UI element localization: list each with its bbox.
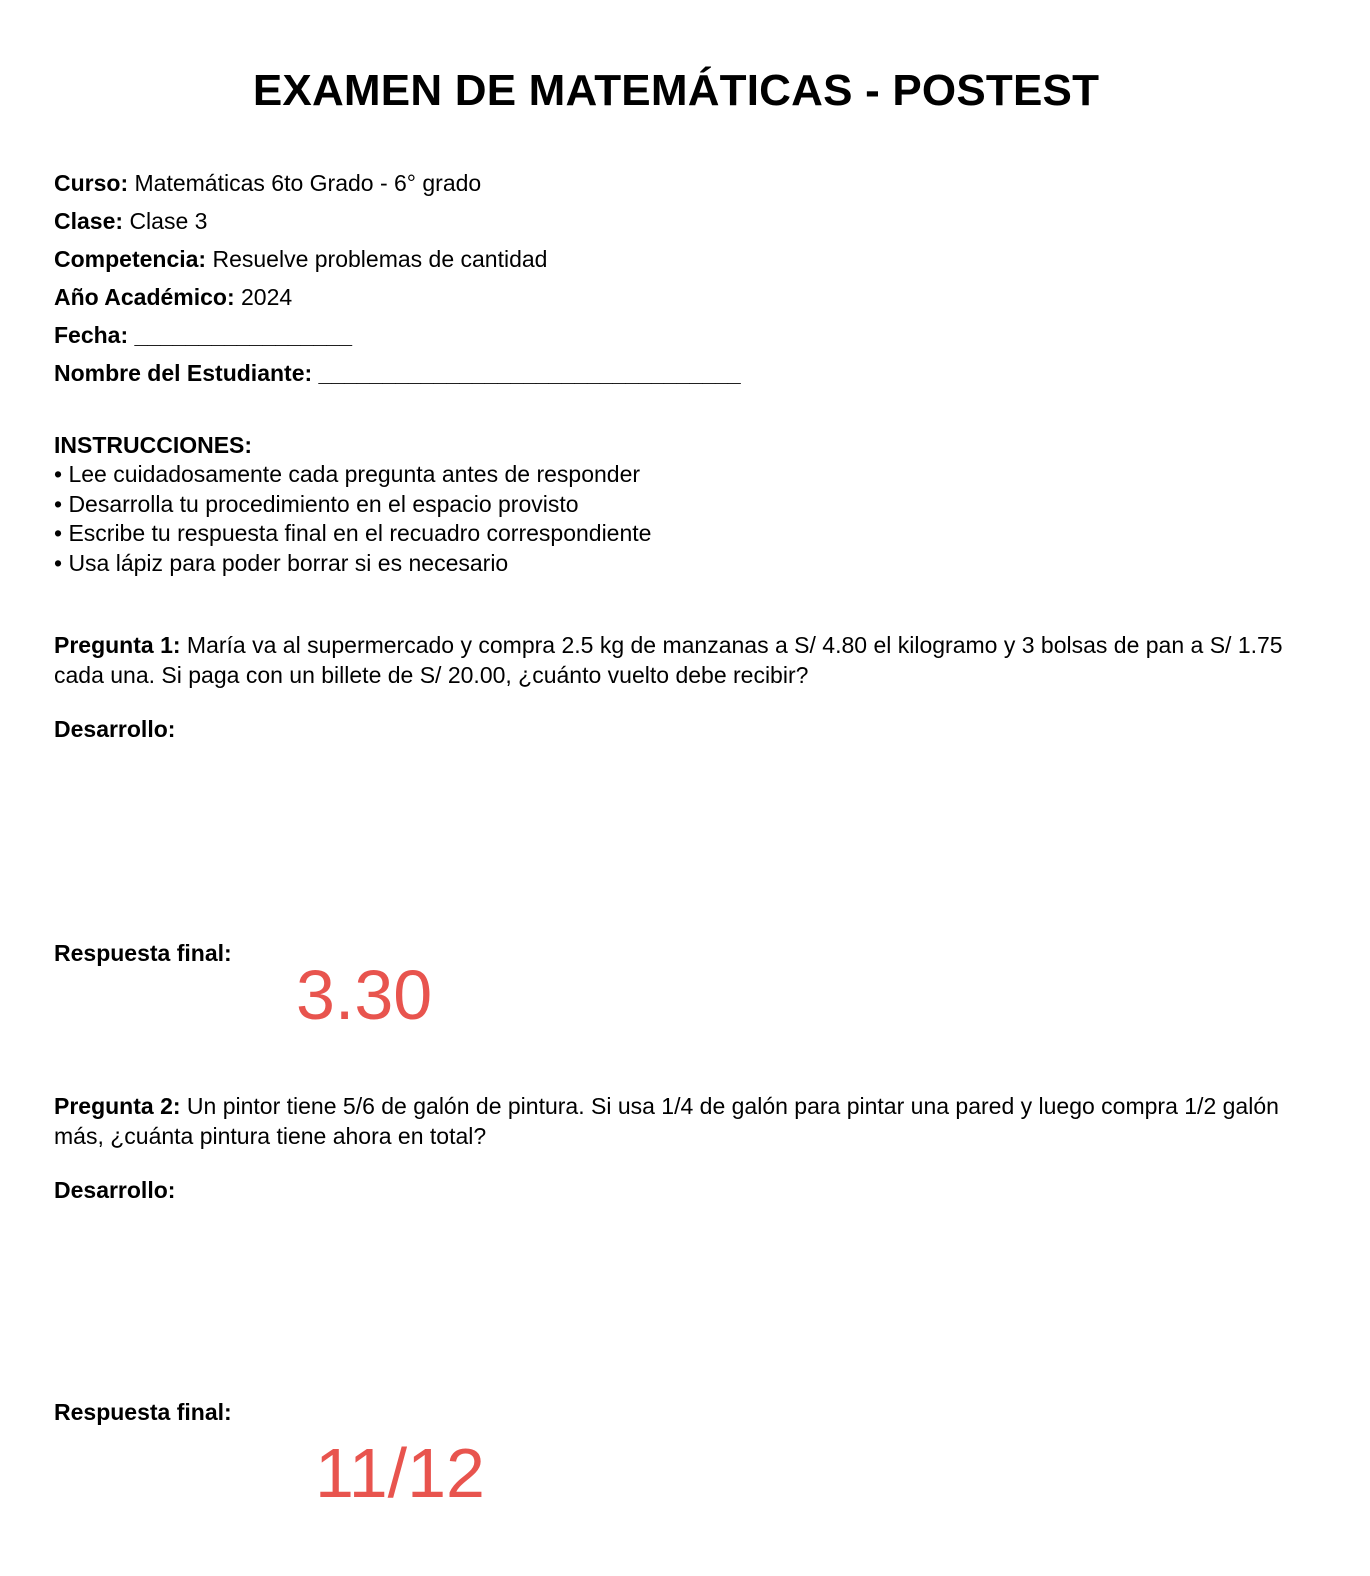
exam-info bbox=[54, 168, 741, 396]
date-row bbox=[54, 320, 741, 358]
question-1-development-label: Desarrollo: bbox=[54, 716, 176, 742]
date-blank: _________________ bbox=[134, 322, 352, 348]
year-value: 2024 bbox=[241, 284, 293, 310]
instruction-item: • Escribe tu respuesta final en el recuadro correspondiente bbox=[54, 520, 652, 546]
course-label: Curso: bbox=[54, 170, 129, 196]
exam-title: EXAMEN DE MATEMÁTICAS - POSTEST bbox=[252, 66, 1100, 115]
question-1-text: María va al supermercado y compra 2.5 kg de manzanas a S/ 4.80 el kilogramo y 3 bolsas de pan a S/ 1.75 cada una. Si paga con un billete de S/ 20.00, ¿cuánto vuelto debe recibir? bbox=[54, 632, 1283, 688]
year-row bbox=[54, 282, 741, 320]
question-1 bbox=[54, 630, 1316, 690]
question-2-label: Pregunta 2: bbox=[54, 1093, 181, 1119]
class-label: Clase: bbox=[54, 208, 124, 234]
class-value: Clase 3 bbox=[129, 208, 208, 234]
class-row bbox=[54, 206, 741, 244]
question-1-label: Pregunta 1: bbox=[54, 632, 181, 658]
date-label: Fecha: bbox=[54, 322, 129, 348]
question-2-final-answer-label: Respuesta final: bbox=[54, 1399, 232, 1425]
year-label: Año Académico: bbox=[54, 284, 235, 310]
question-1-final-answer-label: Respuesta final: bbox=[54, 940, 232, 966]
instruction-item: • Usa lápiz para poder borrar si es necesario bbox=[54, 549, 509, 576]
instruction-item: • Lee cuidadosamente cada pregunta antes de responder bbox=[54, 461, 641, 487]
competence-label: Competencia: bbox=[54, 246, 207, 272]
instructions-title: INSTRUCCIONES: bbox=[54, 432, 253, 458]
student-name-row bbox=[54, 358, 741, 396]
question-2-text: Un pintor tiene 5/6 de galón de pintura. Si usa 1/4 de galón para pintar una pared y luego compra 1/2 galón más, ¿cuánta pintura tiene ahora en total? bbox=[54, 1093, 1279, 1149]
student-name-blank: _________________________________ bbox=[318, 360, 741, 386]
course-row bbox=[54, 168, 741, 206]
question-2-development-label: Desarrollo: bbox=[54, 1177, 176, 1203]
question-2-answer: 11/12 bbox=[315, 1434, 485, 1512]
question-2 bbox=[54, 1091, 1316, 1151]
instruction-item: • Desarrolla tu procedimiento en el espacio provisto bbox=[54, 490, 579, 517]
course-value: Matemáticas 6to Grado - 6° grado bbox=[134, 170, 482, 196]
instructions-section bbox=[54, 430, 651, 578]
competence-row bbox=[54, 244, 741, 282]
question-1-answer: 3.30 bbox=[296, 956, 433, 1034]
student-name-label: Nombre del Estudiante: bbox=[54, 360, 313, 386]
competence-value: Resuelve problemas de cantidad bbox=[212, 246, 548, 272]
